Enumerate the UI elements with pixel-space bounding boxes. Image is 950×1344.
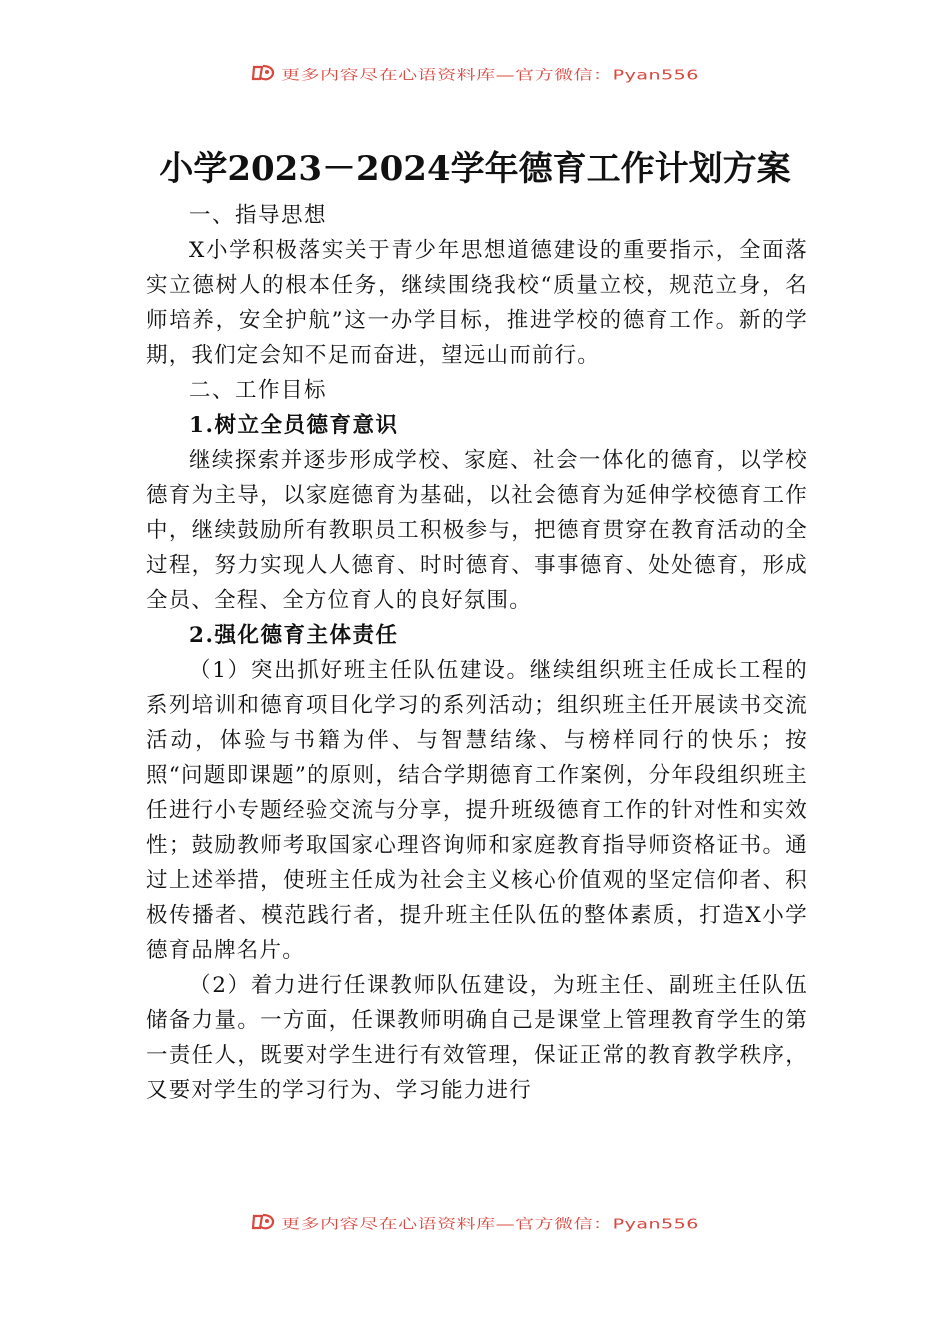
subsection-heading: 1.树立全员德育意识 (189, 413, 399, 438)
logo-icon (251, 63, 277, 83)
section-heading: 二、工作目标 (189, 378, 328, 403)
watermark-banner-top (0, 58, 950, 88)
page-title: 小学2023－2024学年德育工作计划方案 (159, 149, 791, 189)
paragraph: X小学积极落实关于青少年思想道德建设的重要指示，全面落实立德树人的根本任务，继续围绕我校“质量立校，规范立身，名师培养，安全护航”这一办学目标，推进学校的德育工作。新的学期，我们定会知不足而奋进，望远山而前行。 (146, 238, 808, 368)
paragraph: 继续探索并逐步形成学校、家庭、社会一体化的德育，以学校德育为主导，以家庭德育为基础，以社会德育为延伸学校德育工作中，继续鼓励所有教职员工积极参与，把德育贯穿在教育活动的全过程，努力实现人人德育、时时德育、事事德育、处处德育，形成全员、全程、全方位育人的良好氛围。 (146, 448, 808, 613)
document-body (146, 198, 808, 1108)
watermark-banner-bottom (0, 1207, 950, 1237)
section-heading: 一、指导思想 (189, 203, 328, 228)
watermark-text: 更多内容尽在心语资料库—官方微信：Pyan556 (281, 66, 699, 83)
paragraph: （2）着力进行任课教师队伍建设，为班主任、副班主任队伍储备力量。一方面，任课教师明确自己是课堂上管理教育学生的第一责任人，既要对学生进行有效管理，保证正常的教育教学秩序，又要对学生的学习行为、学习能力进行 (146, 973, 808, 1103)
logo-icon (251, 1212, 277, 1232)
paragraph: （1）突出抓好班主任队伍建设。继续组织班主任成长工程的系列培训和德育项目化学习的系列活动；组织班主任开展读书交流活动，体验与书籍为伴、与智慧结缘、与榜样同行的快乐；按照“问题即课题”的原则，结合学期德育工作案例，分年段组织班主任进行小专题经验交流与分享，提升班级德育工作的针对性和实效性；鼓励教师考取国家心理咨询师和家庭教育指导师资格证书。通过上述举措，使班主任成为社会主义核心价值观的坚定信仰者、积极传播者、模范践行者，提升班主任队伍的整体素质，打造X小学德育品牌名片。 (146, 658, 808, 963)
subsection-heading: 2.强化德育主体责任 (189, 623, 399, 648)
watermark-text: 更多内容尽在心语资料库—官方微信：Pyan556 (281, 1215, 699, 1232)
